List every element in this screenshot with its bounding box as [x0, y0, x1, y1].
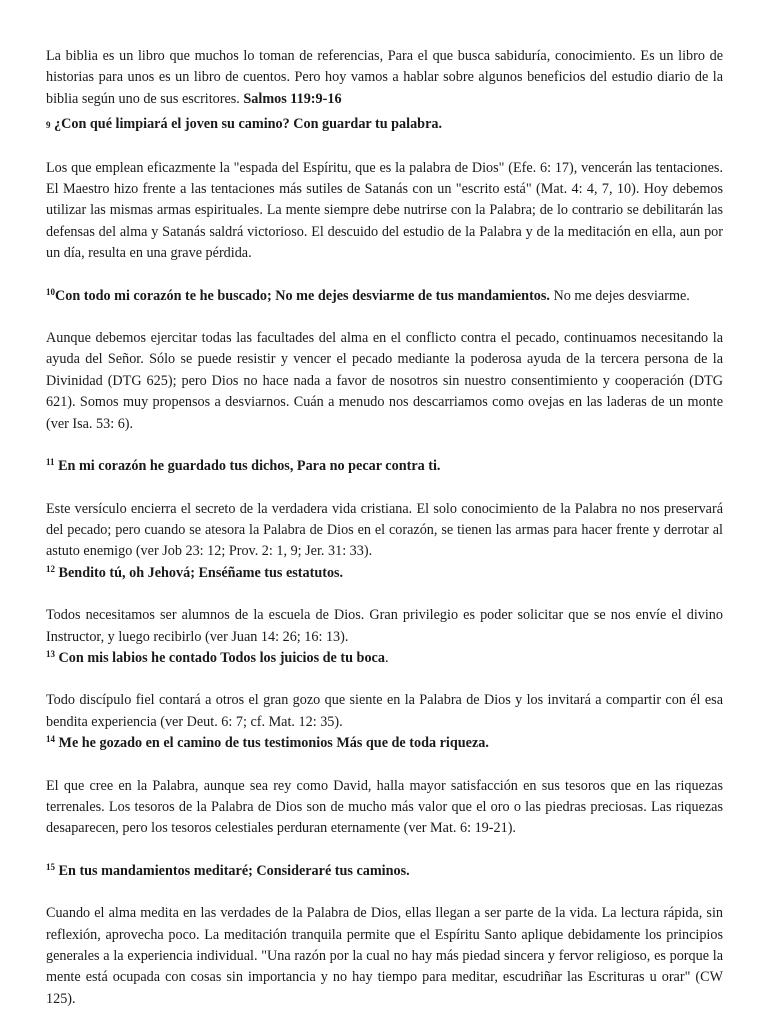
verse-number: 15: [46, 861, 55, 872]
verse-text: Con mis labios he contado Todos los juicios de tu boca: [58, 649, 385, 666]
verse-13: [46, 648, 723, 669]
verse-text: Me he gozado en el camino de tus testimonios Más que de toda riqueza.: [58, 735, 489, 752]
verse-15: [46, 861, 723, 882]
commentary-10: Aunque debemos ejercitar todas las facultades del alma en el conflicto contra el pecado, continuamos necesitando la ayuda del Señor. Sólo se puede resistir y vencer el pecado mediante la poderosa ayuda de la tercera persona de la Divinidad (DTG 625); pero Dios no hace nada a favor de nosotros sin nuestro consentimiento y cooperación (DTG 621). Somos muy propensos a desviarnos. Cuán a menudo nos descarriamos como ovejas en las laderas de un monte (ver Isa. 53: 6).: [46, 330, 723, 432]
verse-14: [46, 733, 723, 754]
commentary-9: Los que emplean eficazmente la "espada del Espíritu, que es la palabra de Dios" (Efe. 6: 17), vencerán las tentaciones. El Maestro hizo frente a las tentaciones más sutiles de Satanás con un "escrito está" (Mat. 4: 4, 7, 10). Hoy debemos utilizar las mismas armas espirituales. La mente siempre debe nutrirse con la Palabra; de lo contrario se debilitarán las defensas del alma y Satanás saldrá victorioso. El descuido del estudio de la Palabra y de la meditación en ella, aun por un día, resulta en una grave pérdida.: [46, 159, 723, 262]
verse-12: [46, 563, 723, 584]
verse-number: 13: [46, 648, 55, 659]
verse-text: ¿Con qué limpiará el joven su camino? Con guardar tu palabra.: [54, 116, 443, 133]
commentary-12: Todos necesitamos ser alumnos de la escuela de Dios. Gran privilegio es poder solicitar que se nos envíe el divino Instructor, y luego recibirlo (ver Juan 14: 26; 16: 13).: [46, 607, 723, 645]
verse-tail: .: [384, 649, 389, 666]
verse-text: En tus mandamientos meditaré; Consideraré tus caminos.: [58, 862, 410, 879]
verse-9: [46, 114, 723, 136]
verse-text: Con todo mi corazón te he buscado; No me dejes desviarme de tus mandamientos.: [55, 287, 550, 304]
verse-number: 14: [46, 734, 55, 745]
verse-number: 12: [46, 563, 55, 574]
verse-text: Bendito tú, oh Jehová; Enséñame tus estatutos.: [58, 564, 344, 581]
verse-tail: No me dejes desviarme.: [549, 287, 690, 304]
commentary-11: Este versículo encierra el secreto de la verdadera vida cristiana. El solo conocimiento de la Palabra no nos preservará del pecado; pero cuando se atesora la Palabra de Dios en el corazón, se tienen las armas para hacer frente y derrotar al astuto enemigo (ver Job 23: 12; Prov. 2: 1, 9; Jer. 31: 33).: [46, 500, 723, 560]
commentary-14: El que cree en la Palabra, aunque sea rey como David, halla mayor satisfacción en sus tesoros que en las riquezas terrenales. Los tesoros de la Palabra de Dios son de mucho más valor que el oro o las piedras preciosas. Las riquezas desaparecen, pero los tesoros celestiales perduran eternamente (ver Mat. 6: 19-21).: [46, 777, 723, 837]
intro-paragraph: [46, 46, 723, 110]
verse-number: 10: [46, 286, 55, 297]
scripture-reference: Salmos 119:9-16: [243, 90, 342, 107]
verse-11: [46, 456, 723, 477]
intro-text: La biblia es un libro que muchos lo toman de referencias, Para el que busca sabiduría, conocimiento. Es un libro de historias para unos es un libro de cuentos. Pero hoy vamos a hablar sobre algunos beneficios del estudio diario de la biblia según uno de sus escritores.: [46, 48, 723, 107]
verse-number: 11: [46, 457, 55, 468]
verse-10: [46, 286, 723, 307]
verse-number: 9: [46, 120, 51, 131]
verse-text: En mi corazón he guardado tus dichos, Para no pecar contra ti.: [58, 458, 441, 475]
commentary-13: Todo discípulo fiel contará a otros el gran gozo que siente en la Palabra de Dios y los invitará a compartir con él esa bendita experiencia (ver Deut. 6: 7; cf. Mat. 12: 35).: [46, 692, 723, 730]
commentary-15: Cuando el alma medita en las verdades de la Palabra de Dios, ellas llegan a ser parte de la vida. La lectura rápida, sin reflexión, aprovecha poco. La meditación tranquila permite que el Espíritu Santo aplique debidamente los principios generales a la experiencia individual. "Una razón por la cual no hay más piedad sincera y fervor religioso, es porque la mente está ocupada con cosas sin importancia y no hay tiempo para meditar, escudriñar las Escrituras u orar" (CW 125).: [46, 905, 723, 1007]
